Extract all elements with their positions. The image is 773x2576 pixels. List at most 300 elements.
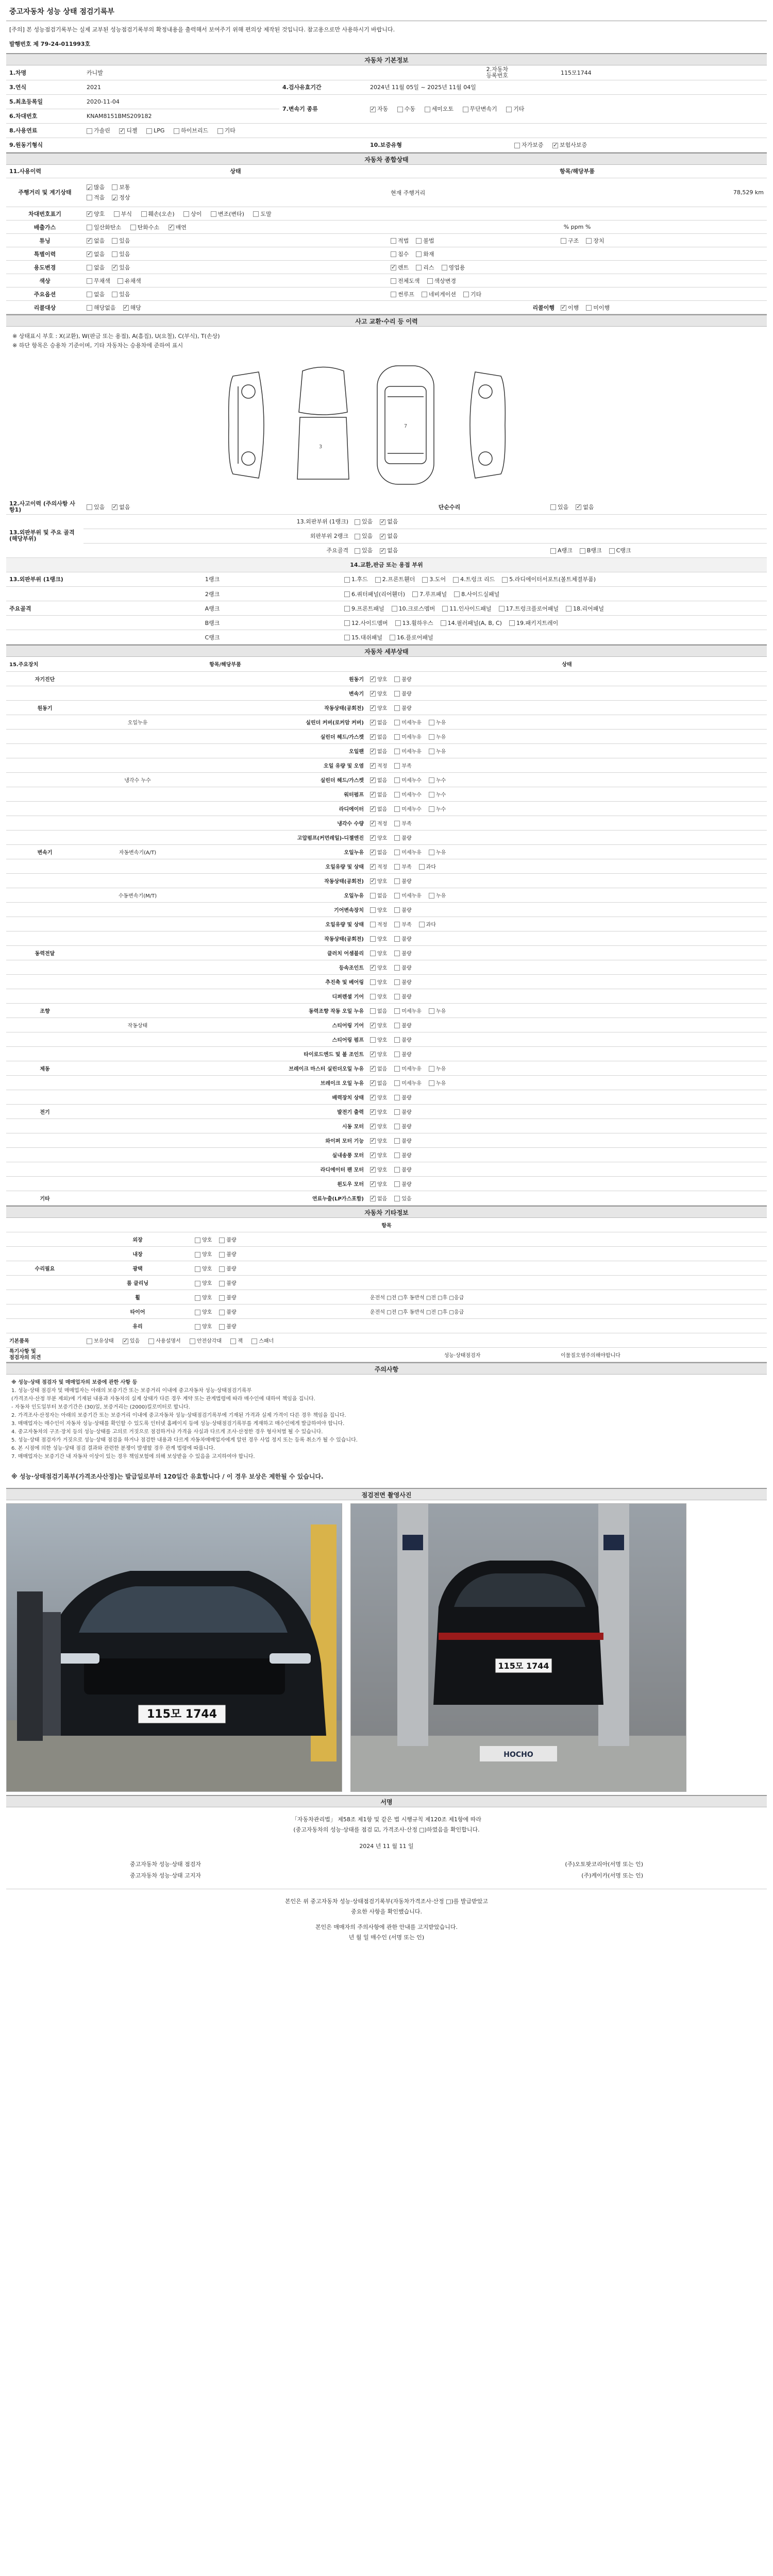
checkbox-detail-state[interactable] xyxy=(394,835,400,841)
document-title: 중고자동차 성능 상태 점검기록부 xyxy=(6,0,767,21)
checkbox-recall-not[interactable] xyxy=(586,305,592,311)
special-label: 특별이력 xyxy=(6,247,83,261)
checkbox-part[interactable] xyxy=(344,591,350,597)
checkbox-odo-many[interactable] xyxy=(87,184,92,190)
checkbox-detail-state[interactable] xyxy=(429,806,434,812)
photo-right-plate: 115모 1744 xyxy=(498,1661,549,1671)
detail-row xyxy=(6,960,767,974)
photo-gallery xyxy=(6,1500,767,1795)
checkbox-simple-yes[interactable] xyxy=(550,504,556,510)
checkbox-detail-state[interactable] xyxy=(429,792,434,798)
notes-line: ※ 성능·상태 점검자 및 매매업자의 보증에 관한 사항 등 xyxy=(11,1380,138,1385)
checkbox-part[interactable] xyxy=(392,606,397,612)
detail-row xyxy=(6,1191,767,1205)
checkbox-detail-state[interactable] xyxy=(370,1124,376,1129)
detail-item: 브레이크 마스터 실린더오일 누유 xyxy=(192,1061,367,1075)
checkbox-detail-state[interactable] xyxy=(394,676,400,682)
checkbox-part[interactable] xyxy=(509,620,515,626)
detail-option-label: 없음 xyxy=(377,1080,388,1087)
checkbox-tuning-structure[interactable] xyxy=(561,238,566,244)
checkbox-odo-normal[interactable] xyxy=(112,184,117,190)
part-label: 18.리어패널 xyxy=(573,605,604,612)
checkbox-detail-state[interactable] xyxy=(370,1153,376,1158)
first-reg-label: 5.최초등록일 xyxy=(6,94,83,109)
checkbox-trans-auto[interactable] xyxy=(370,107,376,112)
checkbox-detail-state[interactable] xyxy=(370,1066,376,1072)
checkbox-part[interactable] xyxy=(395,620,401,626)
checkbox-accident-no[interactable] xyxy=(112,504,117,510)
checkbox-detail-state[interactable] xyxy=(394,922,400,927)
checkbox-other-state[interactable] xyxy=(195,1266,200,1272)
checkbox-tuning-device[interactable] xyxy=(586,238,592,244)
checkbox-detail-state[interactable] xyxy=(394,1080,400,1086)
detail-option-label: 없음 xyxy=(377,893,388,899)
detail-option-label: 불량 xyxy=(401,691,412,697)
checkbox-option-navi[interactable] xyxy=(422,292,427,297)
checkbox-detail-state[interactable] xyxy=(370,1008,376,1014)
checkbox-part[interactable] xyxy=(344,577,350,583)
part-label: 14.필러패널(A, B, C) xyxy=(447,619,502,626)
checkbox-detail-state[interactable] xyxy=(394,1153,400,1158)
checkbox-part[interactable] xyxy=(412,591,418,597)
detail-group xyxy=(6,787,83,801)
checkbox-part[interactable] xyxy=(344,635,350,640)
checkbox-usage-rent[interactable] xyxy=(391,265,396,270)
checkbox-special-none[interactable] xyxy=(87,251,92,257)
checkbox-other-state[interactable] xyxy=(195,1252,200,1258)
col-state: 상태 xyxy=(367,657,767,671)
checkbox-detail-state[interactable] xyxy=(394,691,400,697)
checkbox-detail-state[interactable] xyxy=(394,1167,400,1173)
checkbox-usage-lease[interactable] xyxy=(416,265,422,270)
checkbox-tuning-none[interactable] xyxy=(87,238,92,244)
checkbox-special-flood[interactable] xyxy=(391,251,396,257)
detail-item: 원동기 xyxy=(192,671,367,686)
detail-option-label: 부족 xyxy=(401,763,412,769)
detail-sub xyxy=(83,1046,192,1061)
checkbox-part[interactable] xyxy=(566,606,572,612)
checkbox-simple-no[interactable] xyxy=(576,504,581,510)
checkbox-trans-semi[interactable] xyxy=(425,107,430,112)
checkbox-detail-state[interactable] xyxy=(370,835,376,841)
checkbox-detail-state[interactable] xyxy=(370,1095,376,1100)
detail-group xyxy=(6,859,83,873)
detail-sub xyxy=(83,1090,192,1104)
detail-row xyxy=(6,1032,767,1046)
opinion-value: 이물질오염주의해야합니다 xyxy=(558,1348,767,1362)
checkbox-part[interactable] xyxy=(344,606,350,612)
checkbox-other-state[interactable] xyxy=(195,1324,200,1330)
parts-title: 14.교환,판금 또는 용접 부위 xyxy=(6,557,767,572)
checkbox-detail-state[interactable] xyxy=(394,878,400,884)
checkbox-detail-state[interactable] xyxy=(429,893,434,899)
checkbox-detail-state[interactable] xyxy=(370,850,376,855)
checkbox-other-state[interactable] xyxy=(195,1238,200,1243)
detail-group: 기타 xyxy=(6,1191,83,1205)
notes-line: 4. 중고자동차의 구조·장치 등의 성능·상태를 고의로 거짓으로 점검하거나 가격을 사실과 다르게 조사·산정한 경우 형사처벌 될 수 있습니다. xyxy=(11,1429,323,1435)
detail-group xyxy=(6,772,83,787)
checkbox-detail-state[interactable] xyxy=(394,994,400,999)
checkbox-option-sunroof[interactable] xyxy=(391,292,396,297)
checkbox-detail-state[interactable] xyxy=(429,1008,434,1014)
checkbox-other-state[interactable] xyxy=(195,1281,200,1286)
detail-option-label: 양호 xyxy=(377,1138,388,1144)
checkbox-color-achromatic[interactable] xyxy=(87,278,92,284)
checkbox-detail-state[interactable] xyxy=(394,1052,400,1057)
checkbox-detail-state[interactable] xyxy=(394,979,400,985)
detail-sub xyxy=(83,1176,192,1191)
detail-option-label: 부족 xyxy=(401,864,412,870)
vin-label: 6.차대번호 xyxy=(6,109,83,123)
checkbox-detail-state[interactable] xyxy=(370,878,376,884)
detail-item: 배력장치 상태 xyxy=(192,1090,367,1104)
detail-option-label: 양호 xyxy=(377,1167,388,1173)
checkbox-detail-state[interactable] xyxy=(370,864,376,870)
fuel-label: 8.사용연료 xyxy=(6,123,83,138)
checkbox-detail-state[interactable] xyxy=(394,1008,400,1014)
section-basic-info: 자동차 기본정보 xyxy=(6,53,767,65)
checkbox-part[interactable] xyxy=(454,591,460,597)
checkbox-detail-state[interactable] xyxy=(394,1037,400,1043)
year-label: 3.연식 xyxy=(6,80,83,94)
detail-option-label: 양호 xyxy=(377,979,388,986)
checkbox-basic-jack[interactable] xyxy=(230,1338,236,1344)
checkbox-color-change[interactable] xyxy=(427,278,433,284)
checkbox-color-full[interactable] xyxy=(391,278,396,284)
photo-front xyxy=(6,1503,342,1792)
detail-option-label: 과다 xyxy=(426,922,436,928)
checkbox-detail-state[interactable] xyxy=(394,1023,400,1028)
checkbox-detail-state[interactable] xyxy=(370,806,376,812)
other-extra xyxy=(367,1232,767,1247)
checkbox-part[interactable] xyxy=(390,635,395,640)
checkbox-other-state[interactable] xyxy=(219,1295,225,1301)
checkbox-detail-state[interactable] xyxy=(370,821,376,826)
checkbox-option-etc[interactable] xyxy=(463,292,469,297)
detail-sub xyxy=(83,816,192,830)
checkbox-basic-spanner[interactable] xyxy=(251,1338,257,1344)
checkbox-detail-state[interactable] xyxy=(429,1066,434,1072)
checkbox-tuning-illegal[interactable] xyxy=(416,238,422,244)
checkbox-fuel-hybrid[interactable] xyxy=(174,128,179,134)
checkbox-ext1-no[interactable] xyxy=(380,519,385,525)
checkbox-detail-state[interactable] xyxy=(370,792,376,798)
detail-sub xyxy=(83,1003,192,1018)
checkbox-detail-state[interactable] xyxy=(370,965,376,971)
checkbox-detail-state[interactable] xyxy=(370,1167,376,1173)
checkbox-detail-state[interactable] xyxy=(394,734,400,740)
checkbox-usage-none[interactable] xyxy=(87,265,92,270)
checkbox-rank-a[interactable] xyxy=(550,548,556,554)
checkbox-warranty-insurance[interactable] xyxy=(552,143,558,148)
part-label: 3.도어 xyxy=(429,576,446,583)
detail-group xyxy=(6,1018,83,1032)
checkbox-detail-state[interactable] xyxy=(370,1080,376,1086)
detail-sub xyxy=(83,700,192,715)
detail-sub xyxy=(83,917,192,931)
other-row xyxy=(6,1290,767,1304)
checkbox-detail-state[interactable] xyxy=(370,734,376,740)
detail-row xyxy=(6,1162,767,1176)
col-note: 항목/해당부품 xyxy=(388,165,767,178)
checkbox-part[interactable] xyxy=(375,577,381,583)
checkbox-vin-good[interactable] xyxy=(87,211,92,217)
checkbox-vin-alter[interactable] xyxy=(211,211,216,217)
checkbox-basic-have[interactable] xyxy=(87,1338,92,1344)
checkbox-vin-damage[interactable] xyxy=(141,211,147,217)
checkbox-ext2-no[interactable] xyxy=(380,534,385,539)
notes-body xyxy=(6,1375,767,1465)
checkbox-other-state[interactable] xyxy=(219,1281,225,1286)
checkbox-detail-state[interactable] xyxy=(394,1066,400,1072)
checkbox-detail-state[interactable] xyxy=(394,821,400,826)
lift-brand: HOCHO xyxy=(503,1751,533,1759)
checkbox-detail-state[interactable] xyxy=(370,1052,376,1057)
checkbox-detail-state[interactable] xyxy=(394,850,400,855)
checkbox-detail-state[interactable] xyxy=(370,1037,376,1043)
detail-group xyxy=(6,715,83,729)
detail-item: 실린더 헤드/가스켓 xyxy=(192,729,367,743)
detail-row xyxy=(6,671,767,686)
checkbox-part[interactable] xyxy=(442,606,448,612)
detail-row xyxy=(6,1104,767,1118)
checkbox-recall-yes[interactable] xyxy=(123,305,129,311)
checkbox-warranty-self[interactable] xyxy=(514,143,520,148)
checkbox-option-none[interactable] xyxy=(87,292,92,297)
detail-option-label: 미세누유 xyxy=(401,893,422,899)
checkbox-detail-state[interactable] xyxy=(370,994,376,999)
checkbox-trans-cvt[interactable] xyxy=(463,107,468,112)
checkbox-detail-state[interactable] xyxy=(394,749,400,754)
checkbox-fuel-etc[interactable] xyxy=(217,128,223,134)
checkbox-emission-co[interactable] xyxy=(87,225,92,230)
checkbox-detail-state[interactable] xyxy=(370,893,376,899)
checkbox-fuel-diesel[interactable] xyxy=(119,128,125,134)
checkbox-usage-yes[interactable] xyxy=(112,265,117,270)
detail-row xyxy=(6,700,767,715)
detail-group xyxy=(6,917,83,931)
part-label: 4.트렁크 리드 xyxy=(460,576,495,583)
checkbox-rank-b[interactable] xyxy=(580,548,585,554)
checkbox-detail-state[interactable] xyxy=(394,720,400,725)
detail-sub xyxy=(83,758,192,772)
checkbox-vin-smear[interactable] xyxy=(253,211,259,217)
detail-sub xyxy=(83,830,192,844)
detail-sub xyxy=(83,960,192,974)
checkbox-part[interactable] xyxy=(441,620,446,626)
checkbox-detail-state[interactable] xyxy=(394,965,400,971)
checkbox-detail-state[interactable] xyxy=(429,850,434,855)
checkbox-detail-state[interactable] xyxy=(429,734,434,740)
checkbox-detail-state[interactable] xyxy=(429,1080,434,1086)
notes-line: 5. 성능·상태 점검자가 거짓으로 성능·상태 점검을 하거나 점검한 내용과 다르게 자동차매매업자에게 알린 경우 사업 정지 또는 등록 취소가 될 수 있습니다. xyxy=(11,1437,358,1443)
checkbox-detail-state[interactable] xyxy=(394,1196,400,1201)
detail-item: 고압펌프(커먼레일)-디젤엔진 xyxy=(192,830,367,844)
detail-option-label: 양호 xyxy=(377,835,388,841)
checkbox-detail-state[interactable] xyxy=(370,1181,376,1187)
other-row xyxy=(6,1247,767,1261)
checkbox-other-state[interactable] xyxy=(195,1295,200,1301)
checkbox-other-state[interactable] xyxy=(219,1238,225,1243)
checkbox-detail-state[interactable] xyxy=(394,777,400,783)
checkbox-detail-state[interactable] xyxy=(419,864,425,870)
checkbox-part[interactable] xyxy=(502,577,508,583)
checkbox-detail-state[interactable] xyxy=(370,749,376,754)
photo-rear xyxy=(350,1503,686,1792)
part-label: 19.패키지트레이 xyxy=(516,619,559,626)
checkbox-detail-state[interactable] xyxy=(370,777,376,783)
checkbox-detail-state[interactable] xyxy=(394,806,400,812)
checkbox-detail-state[interactable] xyxy=(394,1109,400,1115)
detail-row xyxy=(6,743,767,758)
detail-option-label: 누유 xyxy=(435,734,446,740)
checkbox-color-chromatic[interactable] xyxy=(117,278,123,284)
simple-repair-label: 단순수리 xyxy=(351,500,547,514)
checkbox-emission-smoke[interactable] xyxy=(169,225,174,230)
checkbox-tuning-legal[interactable] xyxy=(391,238,396,244)
checkbox-detail-state[interactable] xyxy=(370,720,376,725)
other-option-label: 불량 xyxy=(226,1252,237,1258)
checkbox-fuel-lpg[interactable] xyxy=(146,128,152,134)
detail-option-label: 양호 xyxy=(377,676,388,683)
detail-option-label: 미세누유 xyxy=(401,1008,422,1014)
checkbox-vin-rust[interactable] xyxy=(114,211,120,217)
detail-option-label: 있음 xyxy=(401,1196,412,1202)
engine-label: 9.원동기형식 xyxy=(6,138,83,152)
sign-date: 2024 년 11 월 11 일 xyxy=(359,1843,414,1850)
detail-option-label: 불량 xyxy=(401,1095,412,1101)
checkbox-other-state[interactable] xyxy=(219,1266,225,1272)
checkbox-fuel-gasoline[interactable] xyxy=(87,128,92,134)
checkbox-detail-state[interactable] xyxy=(429,749,434,754)
checkbox-special-yes[interactable] xyxy=(112,251,117,257)
detail-option-label: 누유 xyxy=(435,720,446,726)
detail-item: 디퍼렌셜 기어 xyxy=(192,989,367,1003)
checkbox-part[interactable] xyxy=(499,606,505,612)
checkbox-basic-manual[interactable] xyxy=(148,1338,154,1344)
checkbox-odo-few[interactable] xyxy=(87,195,92,200)
checkbox-detail-state[interactable] xyxy=(429,777,434,783)
other-row xyxy=(6,1261,767,1276)
checkbox-other-state[interactable] xyxy=(219,1252,225,1258)
notes-highlight: ※ 성능·상태점검기록부(가격조사산정)는 발급일로부터 120일간 유효합니다 / 이 경우 보상은 제한될 수 있습니다. xyxy=(11,1473,324,1480)
detail-option-label: 양호 xyxy=(377,1181,388,1188)
detail-group: 제동 xyxy=(6,1061,83,1075)
detail-option-label: 누유 xyxy=(435,1066,446,1072)
other-row xyxy=(6,1232,767,1247)
detail-item: 변속기 xyxy=(192,686,367,700)
detail-group xyxy=(6,1147,83,1162)
checkbox-trans-manual[interactable] xyxy=(397,107,403,112)
other-item: 룸 클리닝 xyxy=(83,1276,192,1290)
detail-row xyxy=(6,859,767,873)
checkbox-tuning-yes[interactable] xyxy=(112,238,117,244)
other-option-label: 양호 xyxy=(202,1281,212,1286)
checkbox-accident-yes[interactable] xyxy=(87,504,92,510)
checkbox-detail-state[interactable] xyxy=(429,720,434,725)
checkbox-detail-state[interactable] xyxy=(394,763,400,769)
checkbox-detail-state[interactable] xyxy=(370,676,376,682)
detail-item: 등속조인트 xyxy=(192,960,367,974)
checkbox-odo-ok[interactable] xyxy=(112,195,117,200)
checkbox-detail-state[interactable] xyxy=(394,1181,400,1187)
checkbox-ext2-yes[interactable] xyxy=(355,534,360,539)
checkbox-detail-state[interactable] xyxy=(419,922,425,927)
other-group xyxy=(6,1247,83,1261)
checkbox-detail-state[interactable] xyxy=(394,893,400,899)
checkbox-other-state[interactable] xyxy=(219,1310,225,1315)
detail-option-label: 불량 xyxy=(401,1124,412,1130)
detail-option-label: 과다 xyxy=(426,864,436,870)
checkbox-detail-state[interactable] xyxy=(370,1109,376,1115)
detail-row xyxy=(6,1118,767,1133)
checkbox-detail-state[interactable] xyxy=(370,951,376,956)
checkbox-recall-done[interactable] xyxy=(561,305,566,311)
notifier-label: 중고자동차 성능·상태 고지자 xyxy=(130,1872,201,1879)
checkbox-part[interactable] xyxy=(422,577,428,583)
checkbox-other-state[interactable] xyxy=(219,1324,225,1330)
checkbox-detail-state[interactable] xyxy=(370,1023,376,1028)
checkbox-detail-state[interactable] xyxy=(370,936,376,942)
detail-group xyxy=(6,1075,83,1090)
checkbox-detail-state[interactable] xyxy=(370,763,376,769)
checkbox-rank-c[interactable] xyxy=(609,548,615,554)
checkbox-emission-hc[interactable] xyxy=(130,225,136,230)
checkbox-detail-state[interactable] xyxy=(394,936,400,942)
part-label: 17.트렁크플로어패널 xyxy=(506,605,559,612)
checkbox-special-fire[interactable] xyxy=(416,251,422,257)
detail-option-label: 미세누유 xyxy=(401,1080,422,1087)
checkbox-detail-state[interactable] xyxy=(370,1138,376,1144)
checkbox-detail-state[interactable] xyxy=(394,951,400,956)
checkbox-frame-no[interactable] xyxy=(380,548,385,554)
other-option-label: 양호 xyxy=(202,1324,212,1330)
checkbox-detail-state[interactable] xyxy=(394,1124,400,1129)
checkbox-usage-business[interactable] xyxy=(442,265,447,270)
checkbox-vin-diff[interactable] xyxy=(183,211,189,217)
checkbox-detail-state[interactable] xyxy=(394,705,400,711)
detail-group xyxy=(6,974,83,989)
checkbox-detail-state[interactable] xyxy=(370,691,376,697)
checkbox-detail-state[interactable] xyxy=(370,1196,376,1201)
checkbox-detail-state[interactable] xyxy=(394,1138,400,1144)
checkbox-detail-state[interactable] xyxy=(370,922,376,927)
checkbox-option-yes[interactable] xyxy=(112,292,117,297)
checkbox-part[interactable] xyxy=(344,620,350,626)
checkbox-other-state[interactable] xyxy=(195,1310,200,1315)
parts-rank: C랭크 xyxy=(83,630,341,645)
checkbox-part[interactable] xyxy=(453,577,459,583)
checkbox-trans-etc[interactable] xyxy=(506,107,512,112)
checkbox-recall-none[interactable] xyxy=(87,305,92,311)
checkbox-detail-state[interactable] xyxy=(370,907,376,913)
checkbox-detail-state[interactable] xyxy=(370,705,376,711)
checkbox-ext1-yes[interactable] xyxy=(355,519,360,525)
checkbox-basic-triangle[interactable] xyxy=(190,1338,195,1344)
checkbox-detail-state[interactable] xyxy=(394,792,400,798)
checkbox-detail-state[interactable] xyxy=(394,1095,400,1100)
checkbox-detail-state[interactable] xyxy=(370,979,376,985)
part-label: 2.프론트휀더 xyxy=(382,576,415,583)
checkbox-detail-state[interactable] xyxy=(394,864,400,870)
first-reg-value: 2020-11-04 xyxy=(83,94,279,109)
checkbox-frame-yes[interactable] xyxy=(355,548,360,554)
other-option-label: 불량 xyxy=(226,1295,237,1301)
checkbox-basic-yes[interactable] xyxy=(123,1338,128,1344)
checkbox-detail-state[interactable] xyxy=(394,907,400,913)
detail-option-label: 양호 xyxy=(377,1124,388,1130)
basic-info-table xyxy=(6,65,767,152)
